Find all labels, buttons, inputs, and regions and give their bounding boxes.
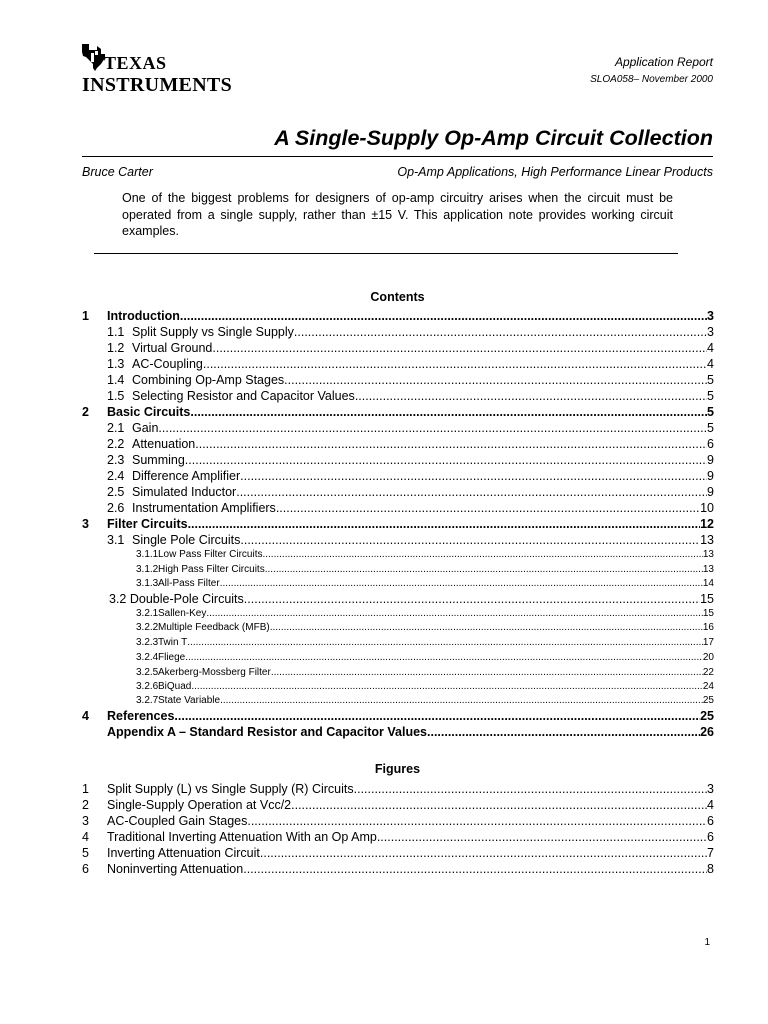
toc-leader-dots xyxy=(271,667,703,678)
toc-leader-dots xyxy=(188,517,701,531)
toc-entry-label: Split Supply vs Single Supply xyxy=(132,325,294,339)
toc-entry[interactable] xyxy=(82,592,714,606)
toc-entry[interactable] xyxy=(82,709,714,723)
toc-leader-dots xyxy=(174,709,700,723)
toc-entry[interactable] xyxy=(82,469,714,483)
toc-entry-number: 1.1 xyxy=(107,325,125,339)
toc-entry-label: Sallen-Key xyxy=(158,608,207,619)
toc-entry-number: 3.1.3 xyxy=(136,578,159,589)
toc-entry-page: 25 xyxy=(700,709,714,723)
figure-entry[interactable] xyxy=(82,846,714,860)
toc-entry-number: 3.1.2 xyxy=(136,564,159,575)
toc-entry[interactable] xyxy=(82,564,714,575)
toc-entry-page: 22 xyxy=(702,667,714,678)
toc-entry-page: 4 xyxy=(707,357,714,371)
report-type: Application Report xyxy=(614,55,713,69)
toc-entry-label: All-Pass Filter xyxy=(158,578,220,589)
toc-entry[interactable] xyxy=(82,389,714,403)
toc-entry-label: Instrumentation Amplifiers xyxy=(132,501,276,515)
toc-entry[interactable] xyxy=(82,533,714,547)
toc-entry[interactable] xyxy=(82,485,714,499)
toc-entry[interactable] xyxy=(82,578,714,589)
toc-entry-label: High Pass Filter Circuits xyxy=(158,564,265,575)
toc-entry-number: 2.2 xyxy=(107,437,125,451)
toc-leader-dots xyxy=(158,421,707,435)
toc-entry[interactable] xyxy=(82,341,714,355)
toc-leader-dots xyxy=(190,405,707,419)
toc-entry[interactable] xyxy=(82,608,714,619)
toc-entry-page: 16 xyxy=(702,622,714,633)
toc-entry-number: 2.4 xyxy=(107,469,125,483)
toc-entry-page: 5 xyxy=(707,405,714,419)
toc-entry-number: 3.2.4 xyxy=(136,652,159,663)
figure-entry[interactable] xyxy=(82,798,714,812)
figure-entry-number: 4 xyxy=(82,830,89,844)
toc-entry[interactable] xyxy=(82,501,714,515)
figure-entry-page: 3 xyxy=(707,782,714,796)
toc-leader-dots xyxy=(262,549,702,560)
figure-entry-number: 3 xyxy=(82,814,89,828)
toc-entry-label: Fliege xyxy=(158,652,186,663)
toc-entry-page: 20 xyxy=(702,652,714,663)
contents-heading: Contents xyxy=(370,290,425,304)
toc-leader-dots xyxy=(427,725,700,739)
toc-entry-number: 3.1 xyxy=(107,533,125,547)
toc-entry[interactable] xyxy=(82,637,714,648)
toc-entry-page: 24 xyxy=(702,681,714,692)
toc-entry-number: 3.2.1 xyxy=(136,608,159,619)
toc-entry-label: Filter Circuits xyxy=(107,517,188,531)
company-logo xyxy=(80,40,250,100)
toc-entry-page: 5 xyxy=(707,389,714,403)
figure-leader-dots xyxy=(377,830,707,844)
figures-heading: Figures xyxy=(374,762,421,776)
logo-text-line1: TEXAS xyxy=(104,53,167,73)
toc-entry-number: 3.2.7 xyxy=(136,695,159,706)
toc-entry-label: Low Pass Filter Circuits xyxy=(158,549,263,560)
figure-entry-label: Inverting Attenuation Circuit xyxy=(107,846,260,860)
toc-entry-label: State Variable xyxy=(158,695,221,706)
toc-entry-number: 2.3 xyxy=(107,453,125,467)
toc-entry-page: 4 xyxy=(707,341,714,355)
toc-leader-dots xyxy=(220,695,703,706)
toc-leader-dots xyxy=(284,373,707,387)
toc-entry-number: 3 xyxy=(82,517,89,531)
toc-entry[interactable] xyxy=(82,405,714,419)
toc-entry-page: 15 xyxy=(702,608,714,619)
toc-leader-dots xyxy=(180,309,707,323)
toc-entry[interactable] xyxy=(82,652,714,663)
toc-entry-number: 1.2 xyxy=(107,341,125,355)
figure-entry[interactable] xyxy=(82,814,714,828)
toc-entry-label: AC-Coupling xyxy=(132,357,203,371)
toc-leader-dots xyxy=(220,578,703,589)
toc-entry-page: 14 xyxy=(702,578,714,589)
figure-entry-label: AC-Coupled Gain Stages xyxy=(107,814,248,828)
figure-entry-number: 1 xyxy=(82,782,89,796)
toc-leader-dots xyxy=(240,533,700,547)
toc-entry-label: Twin T xyxy=(158,637,188,648)
toc-entry[interactable] xyxy=(82,325,714,339)
figure-entry-number: 5 xyxy=(82,846,89,860)
abstract-divider xyxy=(94,253,678,254)
toc-entry-number: 2.1 xyxy=(107,421,125,435)
toc-entry-number: 3.2.5 xyxy=(136,667,159,678)
toc-entry-page: 13 xyxy=(702,549,714,560)
figure-entry[interactable] xyxy=(82,862,714,876)
figure-entry-page: 8 xyxy=(707,862,714,876)
toc-entry-page: 13 xyxy=(702,564,714,575)
toc-entry[interactable] xyxy=(82,622,714,633)
toc-entry-page: 13 xyxy=(700,533,714,547)
logo-text-line2: INSTRUMENTS xyxy=(82,74,232,96)
toc-entry-page: 6 xyxy=(707,437,714,451)
toc-entry[interactable] xyxy=(82,437,714,451)
toc-leader-dots xyxy=(187,637,703,648)
toc-entry-label: Difference Amplifier xyxy=(132,469,241,483)
toc-entry[interactable] xyxy=(82,373,714,387)
toc-leader-dots xyxy=(355,389,707,403)
toc-entry-number: 1.4 xyxy=(107,373,125,387)
toc-entry-number: 4 xyxy=(82,709,89,723)
toc-entry[interactable] xyxy=(82,517,714,531)
toc-entry[interactable] xyxy=(82,453,714,467)
toc-leader-dots xyxy=(265,564,703,575)
author: Bruce Carter xyxy=(82,165,153,179)
figure-entry-page: 4 xyxy=(707,798,714,812)
toc-leader-dots xyxy=(185,453,707,467)
toc-entry-number: 3.1.1 xyxy=(136,549,159,560)
page-title: A Single-Supply Op-Amp Circuit Collection xyxy=(274,126,713,150)
toc-entry[interactable] xyxy=(82,725,714,739)
toc-leader-dots xyxy=(244,592,700,606)
toc-entry-number: 1 xyxy=(82,309,89,323)
toc-entry-label: Summing xyxy=(132,453,185,467)
toc-entry-label: Appendix A – Standard Resistor and Capacitor Values xyxy=(107,725,427,739)
toc-entry-page: 9 xyxy=(707,485,714,499)
texas-state-icon xyxy=(80,42,106,72)
toc-entry-number: 1.5 xyxy=(107,389,125,403)
toc-entry-page: 15 xyxy=(700,592,714,606)
figure-entry-number: 6 xyxy=(82,862,89,876)
toc-entry[interactable] xyxy=(82,695,714,706)
toc-entry-label: 3.2 Double-Pole Circuits xyxy=(109,592,244,606)
toc-entry[interactable] xyxy=(82,421,714,435)
toc-leader-dots xyxy=(195,437,707,451)
toc-leader-dots xyxy=(206,608,703,619)
figure-entry-label: Single-Supply Operation at Vcc/2 xyxy=(107,798,292,812)
toc-leader-dots xyxy=(240,469,707,483)
toc-entry-page: 9 xyxy=(707,469,714,483)
toc-entry-label: References xyxy=(107,709,175,723)
figure-entry[interactable] xyxy=(82,830,714,844)
toc-entry-label: Multiple Feedback (MFB) xyxy=(158,622,270,633)
toc-entry-number: 2.6 xyxy=(107,501,125,515)
toc-leader-dots xyxy=(191,681,703,692)
toc-entry-label: BiQuad xyxy=(158,681,192,692)
toc-entry-page: 9 xyxy=(707,453,714,467)
toc-entry-number: 2.5 xyxy=(107,485,125,499)
figure-leader-dots xyxy=(354,782,707,796)
figure-leader-dots xyxy=(260,846,707,860)
title-divider xyxy=(82,156,713,157)
toc-entry-label: Combining Op-Amp Stages xyxy=(132,373,285,387)
toc-entry-page: 17 xyxy=(702,637,714,648)
toc-leader-dots xyxy=(270,622,703,633)
toc-entry[interactable] xyxy=(82,309,714,323)
page-number: 1 xyxy=(704,937,710,948)
toc-entry-label: Attenuation xyxy=(132,437,196,451)
toc-entry-label: Introduction xyxy=(107,309,180,323)
figure-entry-number: 2 xyxy=(82,798,89,812)
figure-entry-label: Noninverting Attenuation xyxy=(107,862,244,876)
figure-entry-label: Split Supply (L) vs Single Supply (R) Circuits xyxy=(107,782,354,796)
figure-leader-dots xyxy=(243,862,707,876)
figure-entry-label: Traditional Inverting Attenuation With an Op Amp xyxy=(107,830,377,844)
toc-entry[interactable] xyxy=(82,357,714,371)
toc-entry-label: Virtual Ground xyxy=(132,341,213,355)
toc-entry-page: 25 xyxy=(702,695,714,706)
toc-leader-dots xyxy=(203,357,707,371)
toc-entry-page: 26 xyxy=(700,725,714,739)
toc-entry-page: 5 xyxy=(707,421,714,435)
abstract: One of the biggest problems for designers of op-amp circuitry arises when the circuit must be operated from a single supply, rather than ±15 V. This application note provides working circuit examples. xyxy=(122,191,673,238)
toc-leader-dots xyxy=(185,652,703,663)
toc-entry-label: Simulated Inductor xyxy=(132,485,237,499)
toc-entry[interactable] xyxy=(82,681,714,692)
figure-leader-dots xyxy=(247,814,707,828)
department: Op-Amp Applications, High Performance Linear Products xyxy=(397,165,713,179)
figure-entry-page: 7 xyxy=(707,846,714,860)
toc-leader-dots xyxy=(236,485,707,499)
figure-entry[interactable] xyxy=(82,782,714,796)
figure-entry-page: 6 xyxy=(707,830,714,844)
toc-entry-label: Akerberg-Mossberg Filter xyxy=(158,667,271,678)
toc-entry[interactable] xyxy=(82,549,714,560)
toc-leader-dots xyxy=(294,325,707,339)
toc-entry[interactable] xyxy=(82,667,714,678)
toc-entry-number: 2 xyxy=(82,405,89,419)
toc-entry-label: Basic Circuits xyxy=(107,405,191,419)
toc-entry-page: 3 xyxy=(707,325,714,339)
toc-entry-label: Selecting Resistor and Capacitor Values xyxy=(132,389,355,403)
toc-entry-page: 12 xyxy=(700,517,714,531)
toc-entry-label: Gain xyxy=(132,421,159,435)
figure-leader-dots xyxy=(291,798,707,812)
toc-leader-dots xyxy=(212,341,707,355)
toc-entry-page: 5 xyxy=(707,373,714,387)
toc-entry-page: 10 xyxy=(700,501,714,515)
toc-entry-number: 3.2.6 xyxy=(136,681,159,692)
toc-entry-label: Single Pole Circuits xyxy=(132,533,241,547)
toc-leader-dots xyxy=(276,501,700,515)
toc-entry-page: 3 xyxy=(707,309,714,323)
toc-entry-number: 3.2.2 xyxy=(136,622,159,633)
figure-entry-page: 6 xyxy=(707,814,714,828)
toc-entry-number: 1.3 xyxy=(107,357,125,371)
document-id: SLOA058– November 2000 xyxy=(590,74,713,85)
toc-entry-number: 3.2.3 xyxy=(136,637,159,648)
